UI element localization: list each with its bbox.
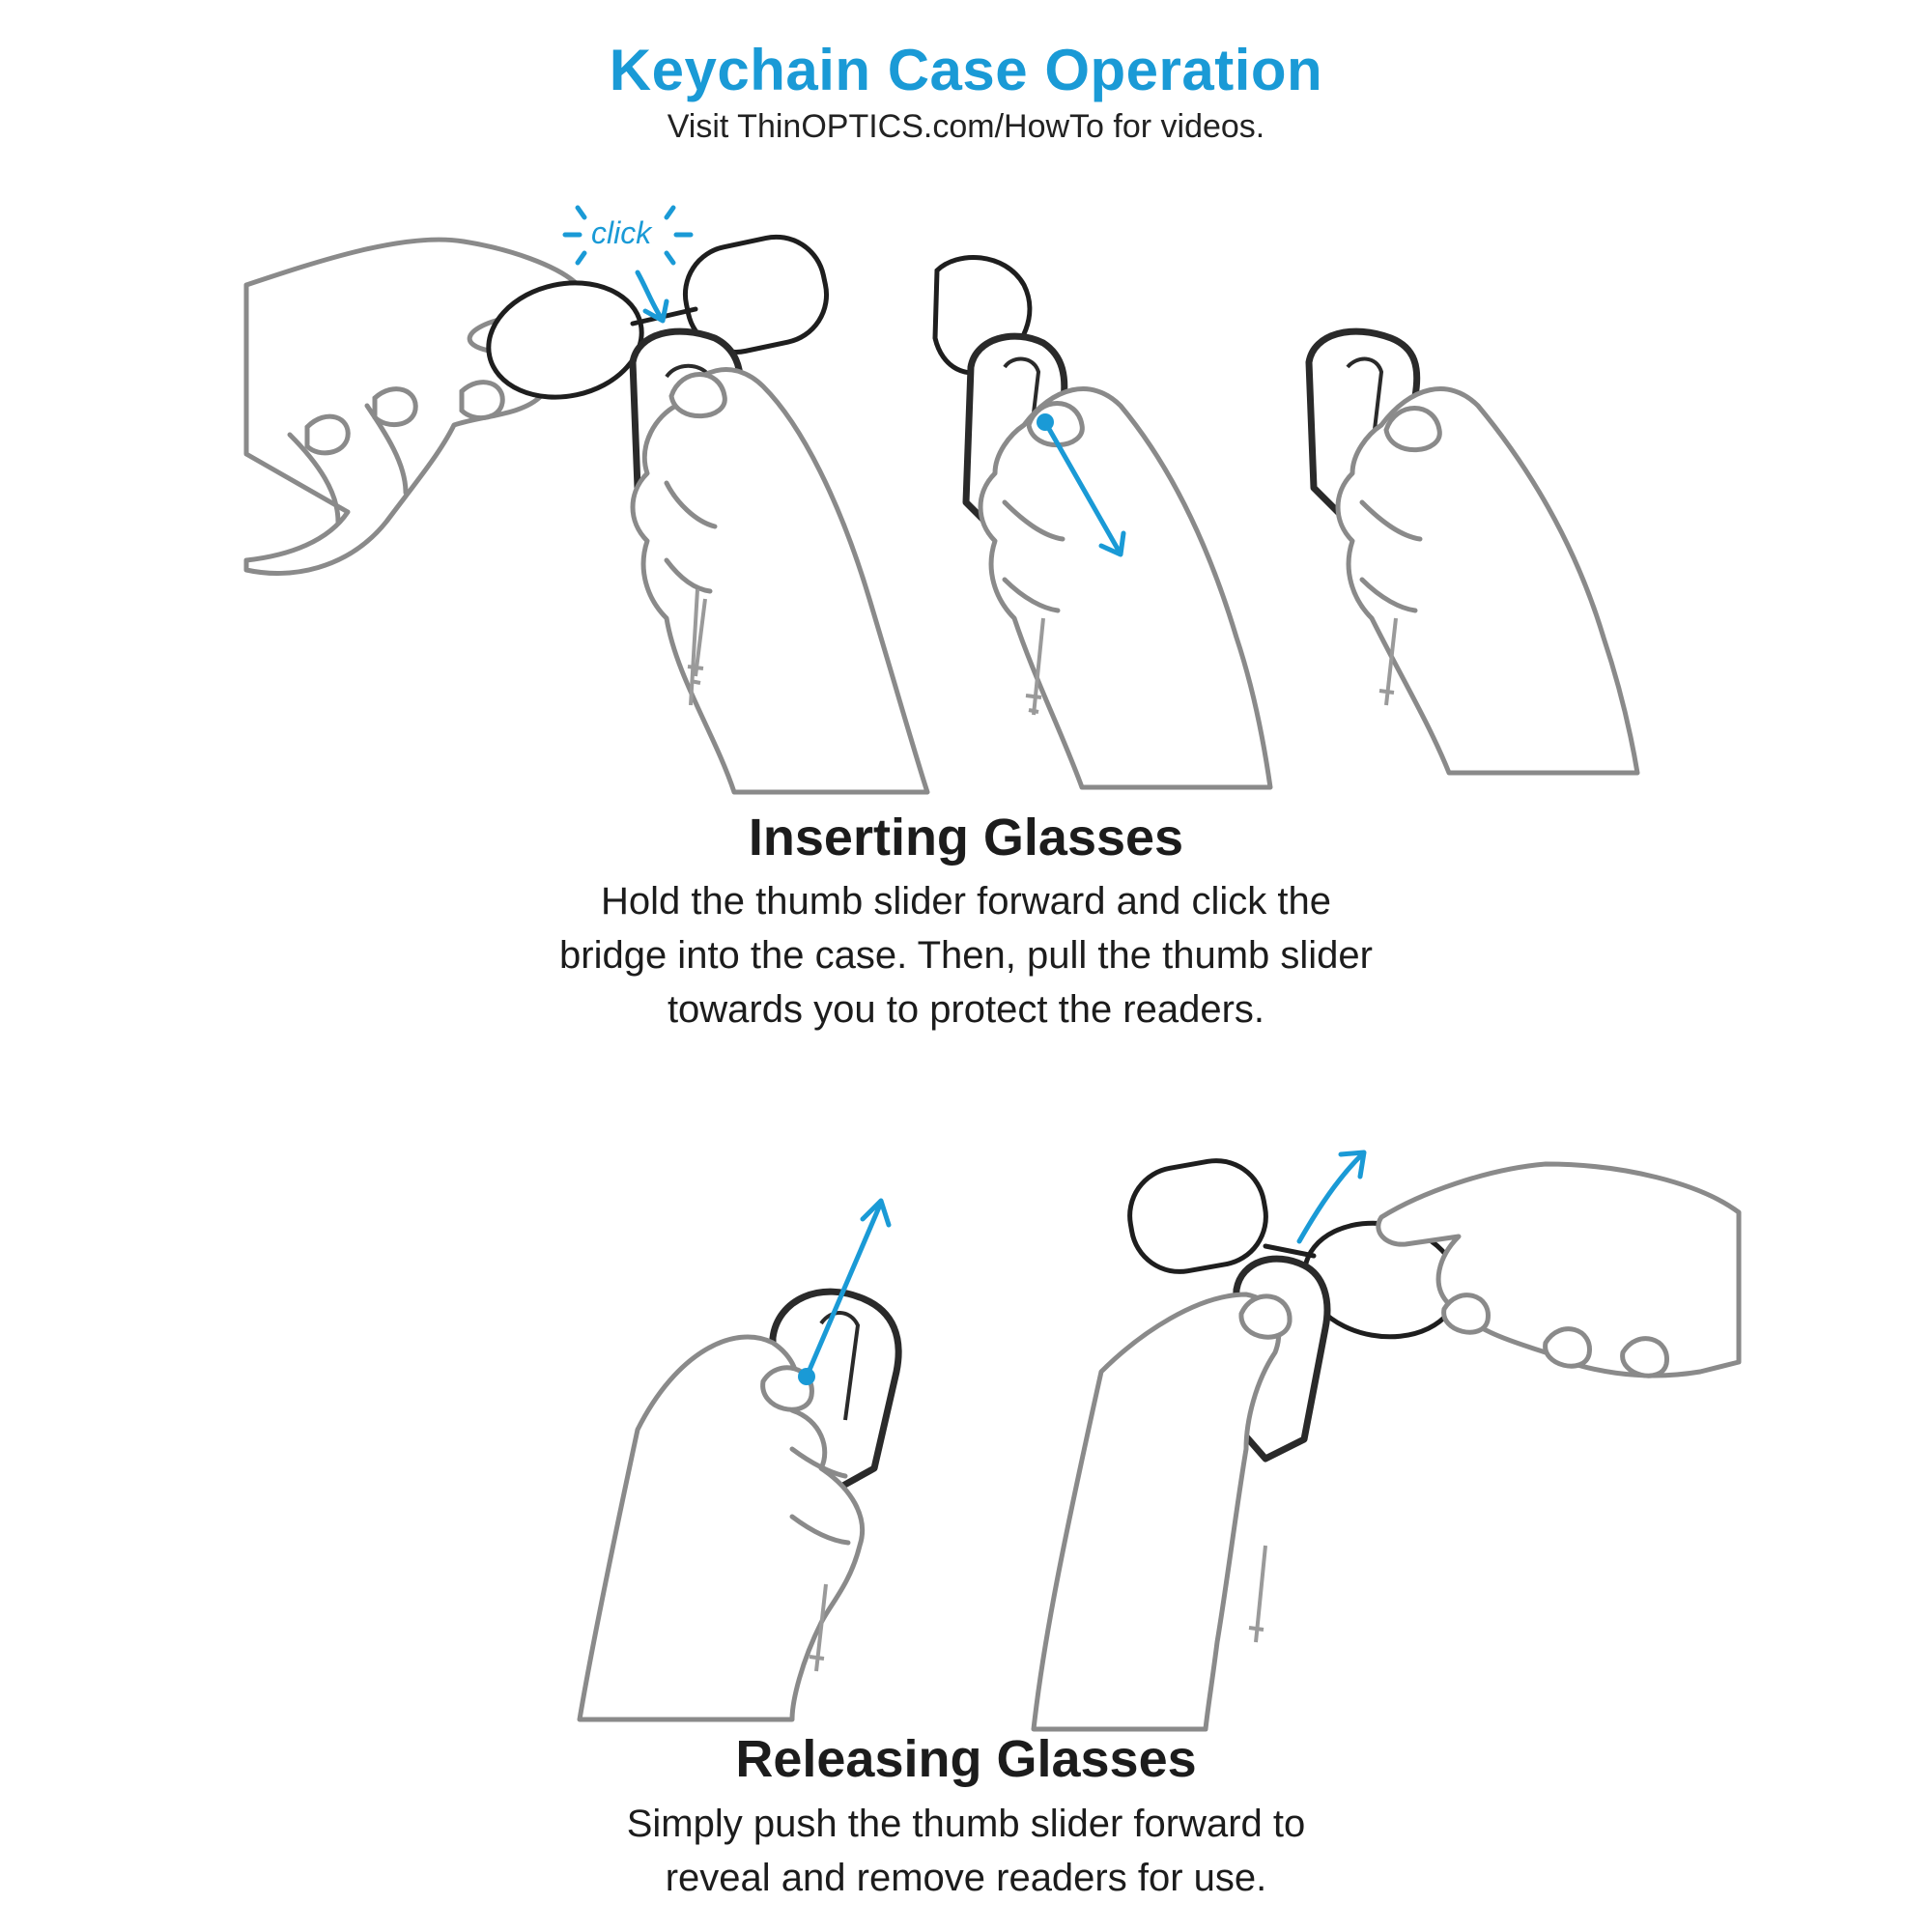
glasses-lens-left-5 [1122, 1153, 1274, 1280]
releasing-body [0, 1797, 1932, 1905]
panel-insert-slide [935, 257, 1270, 787]
click-label: click [591, 215, 652, 250]
right-hand-3 [1338, 389, 1637, 773]
right-hand-2 [980, 389, 1270, 787]
keys-5 [1249, 1546, 1265, 1642]
click-arrow [638, 272, 667, 321]
releasing-line-1: Simply push the thumb slider forward to [626, 1803, 1306, 1845]
inserting-body [0, 874, 1932, 1037]
panel-insert-click [246, 208, 927, 792]
panel-release-push [580, 1201, 898, 1719]
inserting-line-2: bridge into the case. Then, pull the thumb slider [559, 934, 1373, 977]
page-title: Keychain Case Operation [609, 38, 1323, 102]
panel-insert-closed [1309, 331, 1637, 773]
right-hand-1 [633, 370, 927, 792]
panel-release-remove [1034, 1152, 1739, 1729]
inserting-title: Inserting Glasses [748, 809, 1184, 867]
releasing-line-2: reveal and remove readers for use. [665, 1857, 1267, 1899]
inserting-line-1: Hold the thumb slider forward and click the [601, 880, 1331, 923]
releasing-title: Releasing Glasses [735, 1730, 1197, 1788]
left-hand-5 [1034, 1294, 1279, 1729]
inserting-line-3: towards you to protect the readers. [667, 988, 1265, 1031]
page-subtitle: Visit ThinOPTICS.com/HowTo for videos. [667, 108, 1265, 145]
